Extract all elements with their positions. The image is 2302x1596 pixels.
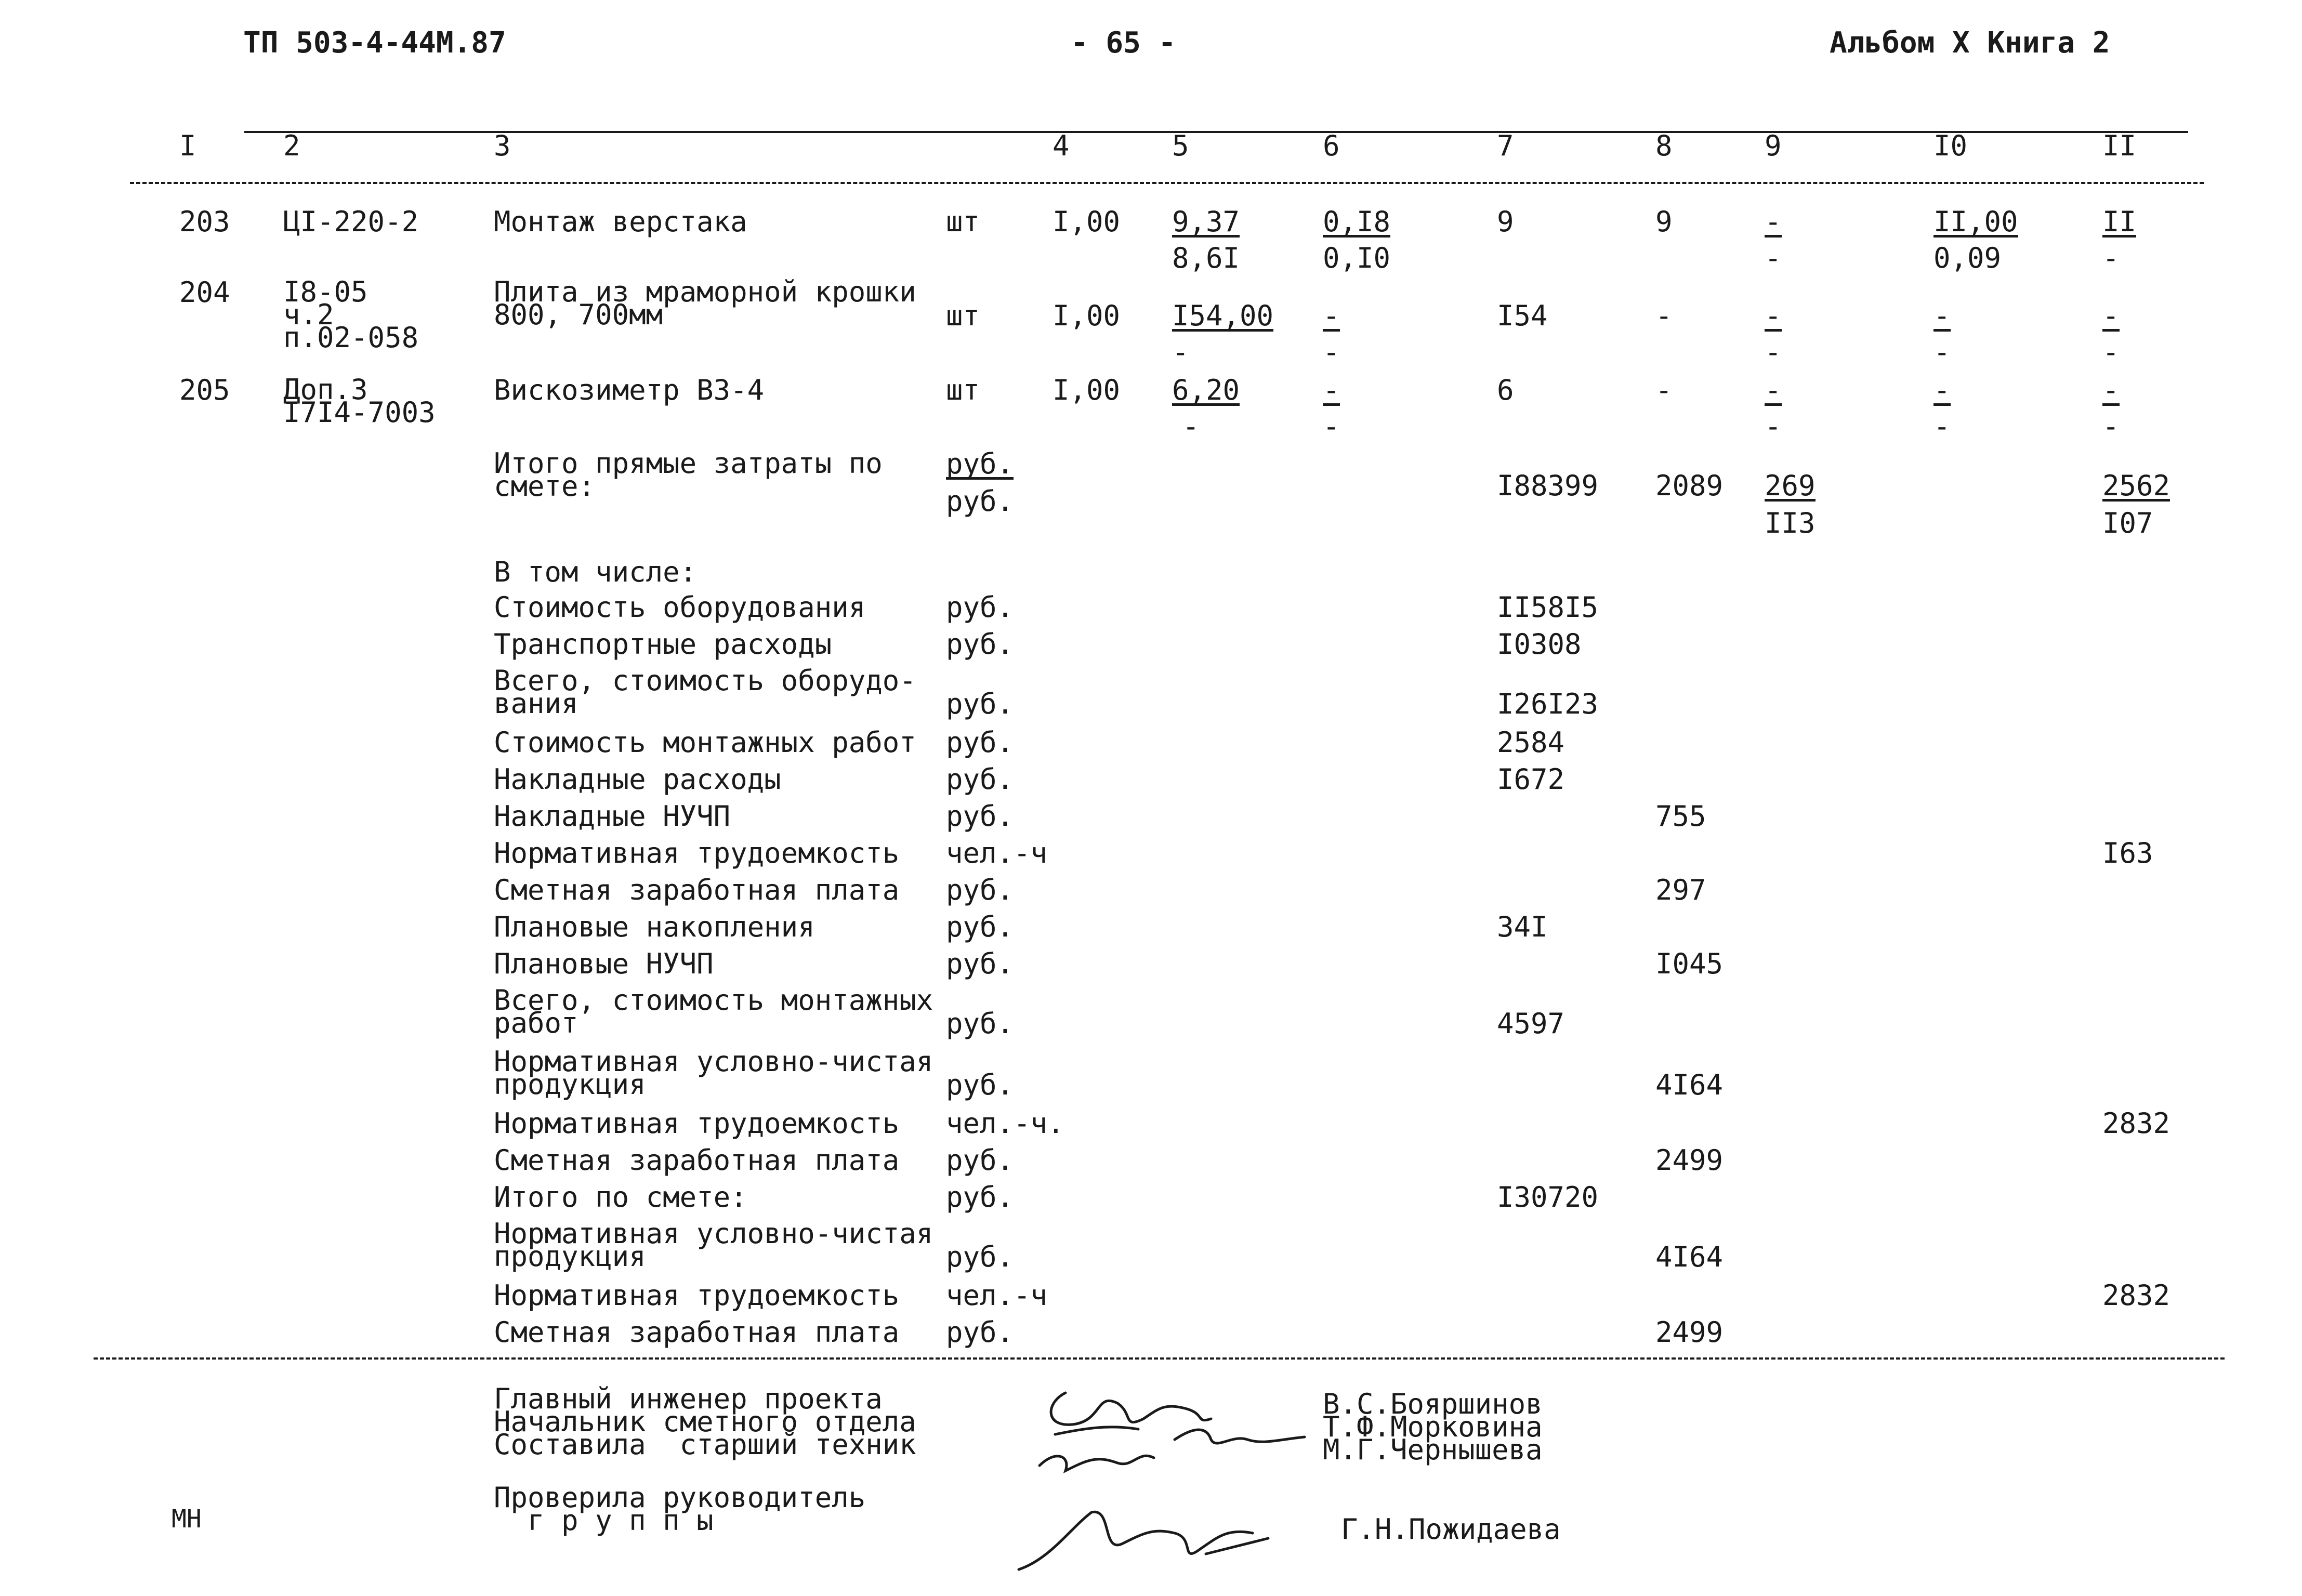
breakdown-col7-value: I30720 <box>1497 1181 1599 1214</box>
breakdown-label: Нормативная трудоемкость <box>494 1107 900 1140</box>
row-unit: шт <box>946 299 980 332</box>
breakdown-label: Нормативная условно-чистая продукция <box>494 1217 933 1273</box>
total-col11-top: 2562 <box>2102 469 2171 502</box>
col5-bottom-value: 8,6I <box>1172 242 1240 274</box>
row-unit: шт <box>946 205 980 238</box>
col10-top-value: - <box>1933 299 1951 332</box>
column-header-2: 2 <box>283 129 300 162</box>
breakdown-unit: руб. <box>946 1007 1014 1040</box>
breakdown-label: Плановые накопления <box>494 911 815 943</box>
table-bottom-rule <box>94 1357 2225 1360</box>
row-name: Монтаж верстака <box>494 205 747 238</box>
col10-bottom-value: - <box>1933 336 1951 368</box>
row-number: 205 <box>179 374 230 406</box>
col5-bottom-value: - <box>1182 410 1200 443</box>
breakdown-label: Стоимость монтажных работ <box>494 726 916 759</box>
col6-bottom-value: - <box>1323 336 1340 368</box>
margin-mark: МН <box>172 1505 202 1534</box>
breakdown-col7-value: I672 <box>1497 763 1565 796</box>
row-code: Доп.3 I7I4-7003 <box>283 373 436 429</box>
breakdown-col8-value: 2499 <box>1655 1144 1724 1177</box>
breakdown-label: Плановые НУЧП <box>494 947 714 980</box>
breakdown-col7-value: 4597 <box>1497 1007 1565 1040</box>
col5-top-value: I54,00 <box>1172 299 1274 332</box>
breakdown-col7-value: I26I23 <box>1497 688 1599 720</box>
row-number: 203 <box>179 205 230 238</box>
breakdown-col11-value: 2832 <box>2102 1107 2171 1140</box>
total-unit-top: руб. <box>946 447 1014 480</box>
breakdown-label: Нормативная условно-чистая продукция <box>494 1045 933 1101</box>
page-number: - 65 - <box>1071 26 1176 60</box>
breakdown-unit: руб. <box>946 1144 1014 1177</box>
col5-top-value: 9,37 <box>1172 205 1240 238</box>
col5-bottom-value: - <box>1172 336 1189 368</box>
total-col9-bottom: II3 <box>1765 507 1816 539</box>
breakdown-unit: руб. <box>946 800 1014 833</box>
col8-value: - <box>1655 299 1673 332</box>
breakdown-unit: руб. <box>946 726 1014 759</box>
col10-top-value: - <box>1933 374 1951 406</box>
column-header-11: II <box>2102 129 2137 162</box>
breakdown-label: Всего, стоимость монтажных работ <box>494 984 933 1039</box>
breakdown-col8-value: 4I64 <box>1655 1069 1724 1101</box>
col6-bottom-value: - <box>1323 410 1340 443</box>
breakdown-unit: руб. <box>946 1316 1014 1349</box>
col6-bottom-value: 0,I0 <box>1323 242 1391 274</box>
col10-top-value: II,00 <box>1933 205 2018 238</box>
breakdown-col8-value: 2499 <box>1655 1316 1724 1349</box>
breakdown-label: Транспортные расходы <box>494 628 832 661</box>
row-code: ЦI-220-2 <box>283 205 419 238</box>
handwritten-signatures <box>1034 1372 1325 1486</box>
col5-top-value: 6,20 <box>1172 374 1240 406</box>
column-header-7: 7 <box>1497 129 1514 162</box>
breakdown-col11-value: 2832 <box>2102 1279 2171 1312</box>
col10-bottom-value: - <box>1933 410 1951 443</box>
header-separator-rule <box>130 182 2204 184</box>
breakdown-label: Сметная заработная плата <box>494 1316 900 1349</box>
row-code: I8-05 ч.2 п.02-058 <box>283 275 419 354</box>
row-quantity: I,00 <box>1053 205 1121 238</box>
col6-top-value: - <box>1323 299 1340 332</box>
breakdown-unit: чел.-ч. <box>946 1107 1064 1140</box>
breakdown-col7-value: II58I5 <box>1497 591 1599 624</box>
checked-by-role: Проверила руководитель г р у п п ы <box>494 1481 866 1537</box>
breakdown-unit: руб. <box>946 911 1014 943</box>
breakdown-unit: руб. <box>946 874 1014 906</box>
column-header-3: 3 <box>494 129 511 162</box>
col9-bottom-value: - <box>1765 336 1782 368</box>
column-header-9: 9 <box>1765 129 1782 162</box>
breakdown-unit: чел.-ч <box>946 1279 1048 1312</box>
total-col7: I88399 <box>1497 469 1599 502</box>
breakdown-col8-value: 755 <box>1655 800 1706 833</box>
breakdown-label: Нормативная трудоемкость <box>494 837 900 869</box>
breakdown-unit: руб. <box>946 1069 1014 1101</box>
column-header-10: I0 <box>1933 129 1968 162</box>
breakdown-unit: руб. <box>946 763 1014 796</box>
breakdown-label: Итого по смете: <box>494 1181 747 1214</box>
breakdown-col8-value: 4I64 <box>1655 1241 1724 1273</box>
including-label: В том числе: <box>494 556 697 588</box>
col8-value: 9 <box>1655 205 1673 238</box>
breakdown-unit: руб. <box>946 688 1014 720</box>
breakdown-col8-value: I045 <box>1655 947 1724 980</box>
col11-top-value: - <box>2102 374 2120 406</box>
total-col9-top: 269 <box>1765 469 1816 502</box>
handwritten-signature-checker <box>1008 1497 1279 1580</box>
column-header-5: 5 <box>1172 129 1189 162</box>
column-header-4: 4 <box>1053 129 1070 162</box>
total-col11-bottom: I07 <box>2102 507 2153 539</box>
breakdown-label: Стоимость оборудования <box>494 591 866 624</box>
document-code: ТП 503-4-44М.87 <box>243 26 506 60</box>
breakdown-col7-value: 34I <box>1497 911 1548 943</box>
table-top-rule <box>244 131 2188 133</box>
col9-top-value: - <box>1765 299 1782 332</box>
breakdown-unit: руб. <box>946 628 1014 661</box>
checked-by-name: Г.Н.Пожидаева <box>1341 1513 1561 1546</box>
breakdown-unit: руб. <box>946 947 1014 980</box>
signature-names: В.С.Бояршинов Т.Ф.Морковина М.Г.Чернышева <box>1323 1388 1543 1466</box>
breakdown-col8-value: 297 <box>1655 874 1706 906</box>
col9-top-value: - <box>1765 374 1782 406</box>
column-header-8: 8 <box>1655 129 1673 162</box>
breakdown-label: Нормативная трудоемкость <box>494 1279 900 1312</box>
breakdown-label: Накладные НУЧП <box>494 800 731 833</box>
breakdown-unit: руб. <box>946 591 1014 624</box>
col11-top-value: II <box>2102 205 2137 238</box>
col11-bottom-value: - <box>2102 242 2120 274</box>
col9-bottom-value: - <box>1765 242 1782 274</box>
col11-bottom-value: - <box>2102 410 2120 443</box>
col11-top-value: - <box>2102 299 2120 332</box>
col9-top-value: - <box>1765 205 1782 238</box>
breakdown-unit: чел.-ч <box>946 837 1048 869</box>
breakdown-label: Сметная заработная плата <box>494 1144 900 1177</box>
total-unit-bottom: руб. <box>946 485 1014 518</box>
breakdown-unit: руб. <box>946 1241 1014 1273</box>
signature-roles: Главный инженер проекта Начальник сметного отдела Составила старший техник <box>494 1382 916 1461</box>
breakdown-label: Всего, стоимость оборудо- вания <box>494 664 916 720</box>
breakdown-col7-value: I0308 <box>1497 628 1582 661</box>
col8-value: - <box>1655 374 1673 406</box>
col6-top-value: 0,I8 <box>1323 205 1391 238</box>
column-header-6: 6 <box>1323 129 1340 162</box>
breakdown-col7-value: 2584 <box>1497 726 1565 759</box>
col9-bottom-value: - <box>1765 410 1782 443</box>
total-label: Итого прямые затраты по смете: <box>494 447 883 503</box>
row-name: Вискозиметр ВЗ-4 <box>494 374 765 406</box>
breakdown-unit: руб. <box>946 1181 1014 1214</box>
col7-value: 9 <box>1497 205 1514 238</box>
column-header-1: I <box>179 129 196 162</box>
breakdown-col11-value: I63 <box>2102 837 2153 869</box>
row-number: 204 <box>179 276 230 309</box>
row-unit: шт <box>946 374 980 406</box>
row-quantity: I,00 <box>1053 374 1121 406</box>
row-quantity: I,00 <box>1053 299 1121 332</box>
col7-value: 6 <box>1497 374 1514 406</box>
row-name: Плита из мраморной крошки 800, 700мм <box>494 275 916 331</box>
col7-value: I54 <box>1497 299 1548 332</box>
breakdown-label: Сметная заработная плата <box>494 874 900 906</box>
album-reference: Альбом X Книга 2 <box>1830 26 2110 60</box>
col10-bottom-value: 0,09 <box>1933 242 2002 274</box>
col6-top-value: - <box>1323 374 1340 406</box>
col11-bottom-value: - <box>2102 336 2120 368</box>
breakdown-label: Накладные расходы <box>494 763 781 796</box>
total-col8: 2089 <box>1655 469 1724 502</box>
